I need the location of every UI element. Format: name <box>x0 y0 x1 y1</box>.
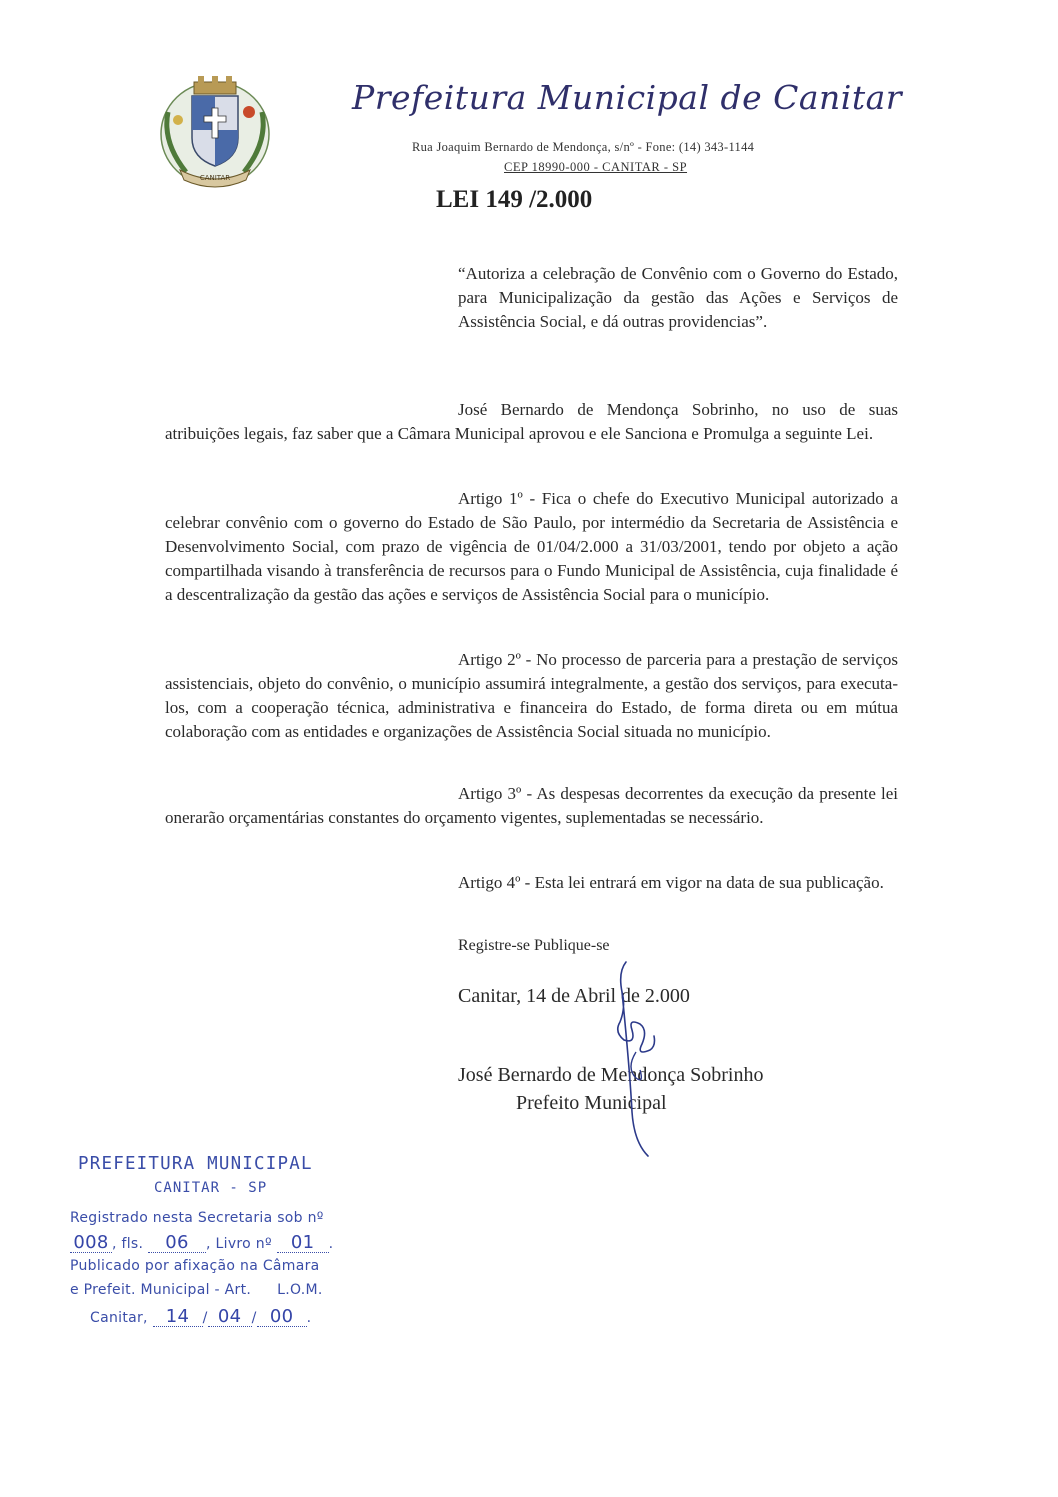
stamp-livro-label: , Livro nº <box>206 1236 272 1252</box>
stamp-record-line: 008 , fls. 06 , Livro nº 01 . <box>70 1234 333 1253</box>
municipal-crest-icon <box>156 72 274 190</box>
stamp-prefeit-text: e Prefeit. Municipal - Art. <box>70 1282 252 1298</box>
organization-address: Rua Joaquim Bernardo de Mendonça, s/nº - Fone: (14) 343-1144 <box>412 140 755 154</box>
intro-paragraph: José Bernardo de Mendonça Sobrinho, no uso de suas atribuições legais, faz saber que a Câmara Municipal aprovou e ele Sanciona e Promulga a seguinte Lei. <box>165 400 898 443</box>
article-3: Artigo 3º - As despesas decorrentes da execução da presente lei onerarão orçamentárias constantes do orçamento vigentes, suplementadas se necessário. <box>165 784 898 827</box>
article-2: Artigo 2º - No processo de parceria para a prestação de serviços assistenciais, objeto do convênio, o município assumirá integralmente, a gestão dos serviços, para executa-los, com a cooperação técnica, administrativa e financeira do Estado, de forma direta ou em mútua colaboração com as entidades e organizações de Assistência Social situada no município. <box>165 650 898 741</box>
signer-role: Prefeito Municipal <box>516 1092 667 1114</box>
stamp-registered-text: Registrado nesta Secretaria sob nº <box>70 1210 324 1226</box>
signing-date: Canitar, 14 de Abril de 2.000 <box>458 985 690 1007</box>
handwritten-signature <box>596 952 676 1158</box>
stamp-published-text: Publicado por afixação na Câmara <box>70 1258 320 1274</box>
stamp-city: CANITAR - SP <box>154 1180 268 1196</box>
stamp-year: 00 <box>257 1308 307 1327</box>
article-4: Artigo 4º - Esta lei entrará em vigor na data de sua publicação. <box>458 873 884 892</box>
stamp-record-number: 008 <box>70 1234 112 1253</box>
article-1: Artigo 1º - Fica o chefe do Executivo Municipal autorizado a celebrar convênio com o governo do Estado de São Paulo, por intermédio da Secretaria de Assistência e Desenvolvimento Social, com prazo de vigência de 01/04/2.000 a 31/03/2001, tendo por objeto a ação compartilhada visando à transferência de recursos para o Fundo Municipal de Assistência, cuja finalidade é a descentralização da gestão das ações e serviços de Assistência Social para o município. <box>165 489 898 604</box>
stamp-day: 14 <box>153 1308 203 1327</box>
stamp-prefeit-line <box>70 1282 323 1298</box>
stamp-livro-value: 01 <box>277 1234 329 1253</box>
stamp-fls-label: , fls. <box>112 1236 144 1252</box>
stamp-lom: L.O.M. <box>277 1282 323 1298</box>
signer-name: José Bernardo de Mendonça Sobrinho <box>458 1064 764 1086</box>
registration-stamp <box>70 1150 400 1350</box>
law-title: LEI 149 /2.000 <box>436 186 593 213</box>
stamp-title: PREFEITURA MUNICIPAL <box>78 1154 313 1174</box>
stamp-date-line: Canitar, 14 / 04 / 00 . <box>90 1306 312 1327</box>
organization-cep: CEP 18990-000 - CANITAR - SP <box>504 160 688 174</box>
stamp-fls-value: 06 <box>148 1234 206 1253</box>
register-publish-line: Registre-se Publique-se <box>458 937 610 954</box>
svg-text:CANITAR: CANITAR <box>199 174 231 182</box>
stamp-city-label: Canitar, <box>90 1310 148 1326</box>
law-summary: “Autoriza a celebração de Convênio com o Governo do Estado, para Municipalização da gestão das Ações e Serviços de Assistência Social, e dá outras providencias”. <box>458 264 898 331</box>
stamp-month: 04 <box>208 1308 252 1327</box>
organization-name: Prefeitura Municipal de Canitar <box>352 78 903 117</box>
